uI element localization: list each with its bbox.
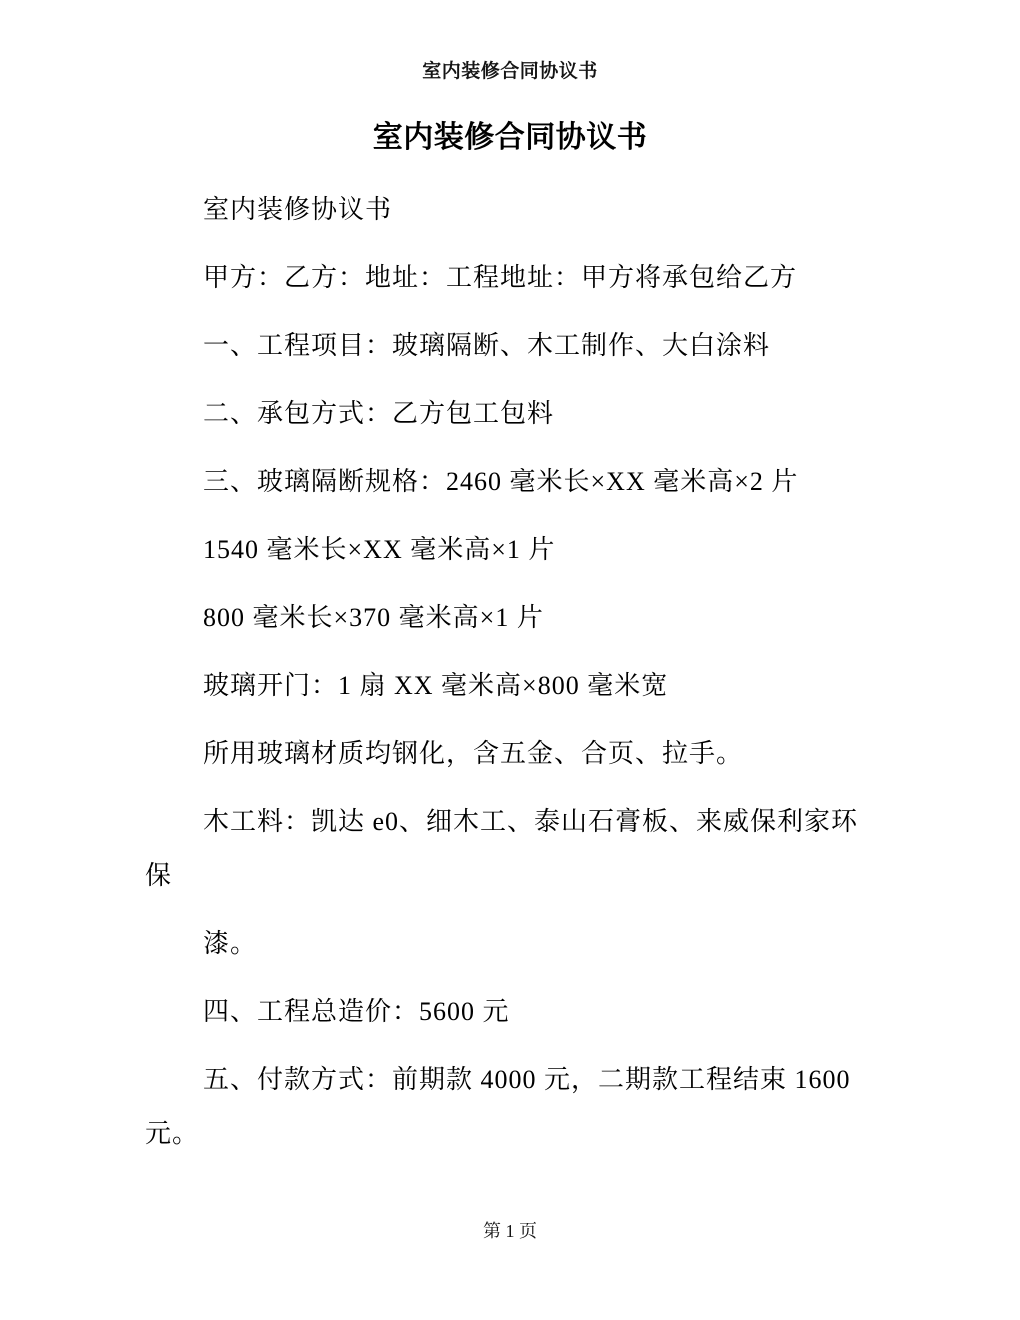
- paragraph-line: 保: [145, 861, 173, 890]
- paragraph-line: 玻璃开门：1 扇 XX 毫米高×800 毫米宽: [203, 671, 669, 700]
- document-body: [145, 183, 875, 1175]
- document-title: 室内装修合同协议书: [372, 121, 648, 154]
- paragraph-line: 二、承包方式：乙方包工包料: [203, 399, 555, 428]
- paragraph-line: 甲方：乙方：地址：工程地址：甲方将承包给乙方: [203, 263, 798, 292]
- paragraph-line: 漆。: [203, 929, 258, 958]
- paragraph-line: 1540 毫米长×XX 毫米高×1 片: [203, 535, 556, 564]
- paragraph-line: 木工料：凯达 e0、细木工、泰山石膏板、来威保利家环: [203, 807, 859, 836]
- page-footer: [0, 1218, 1020, 1244]
- paragraph-line: 所用玻璃材质均钢化，含五金、合页、拉手。: [203, 739, 744, 768]
- paragraph-line: 一、工程项目：玻璃隔断、木工制作、大白涂料: [203, 331, 771, 360]
- paragraph-line: 800 毫米长×370 毫米高×1 片: [203, 603, 544, 632]
- paragraph-line: 室内装修协议书: [203, 195, 393, 224]
- paragraph-line: 四、工程总造价：5600 元: [203, 997, 510, 1026]
- page-number-label: 第 1 页: [483, 1221, 537, 1241]
- page-header-text: 室内装修合同协议书: [422, 61, 598, 82]
- paragraph-line: 三、玻璃隔断规格：2460 毫米长×XX 毫米高×2 片: [203, 467, 799, 496]
- paragraph-line: 五、付款方式：前期款 4000 元，二期款工程结束 1600 元。: [145, 1065, 859, 1148]
